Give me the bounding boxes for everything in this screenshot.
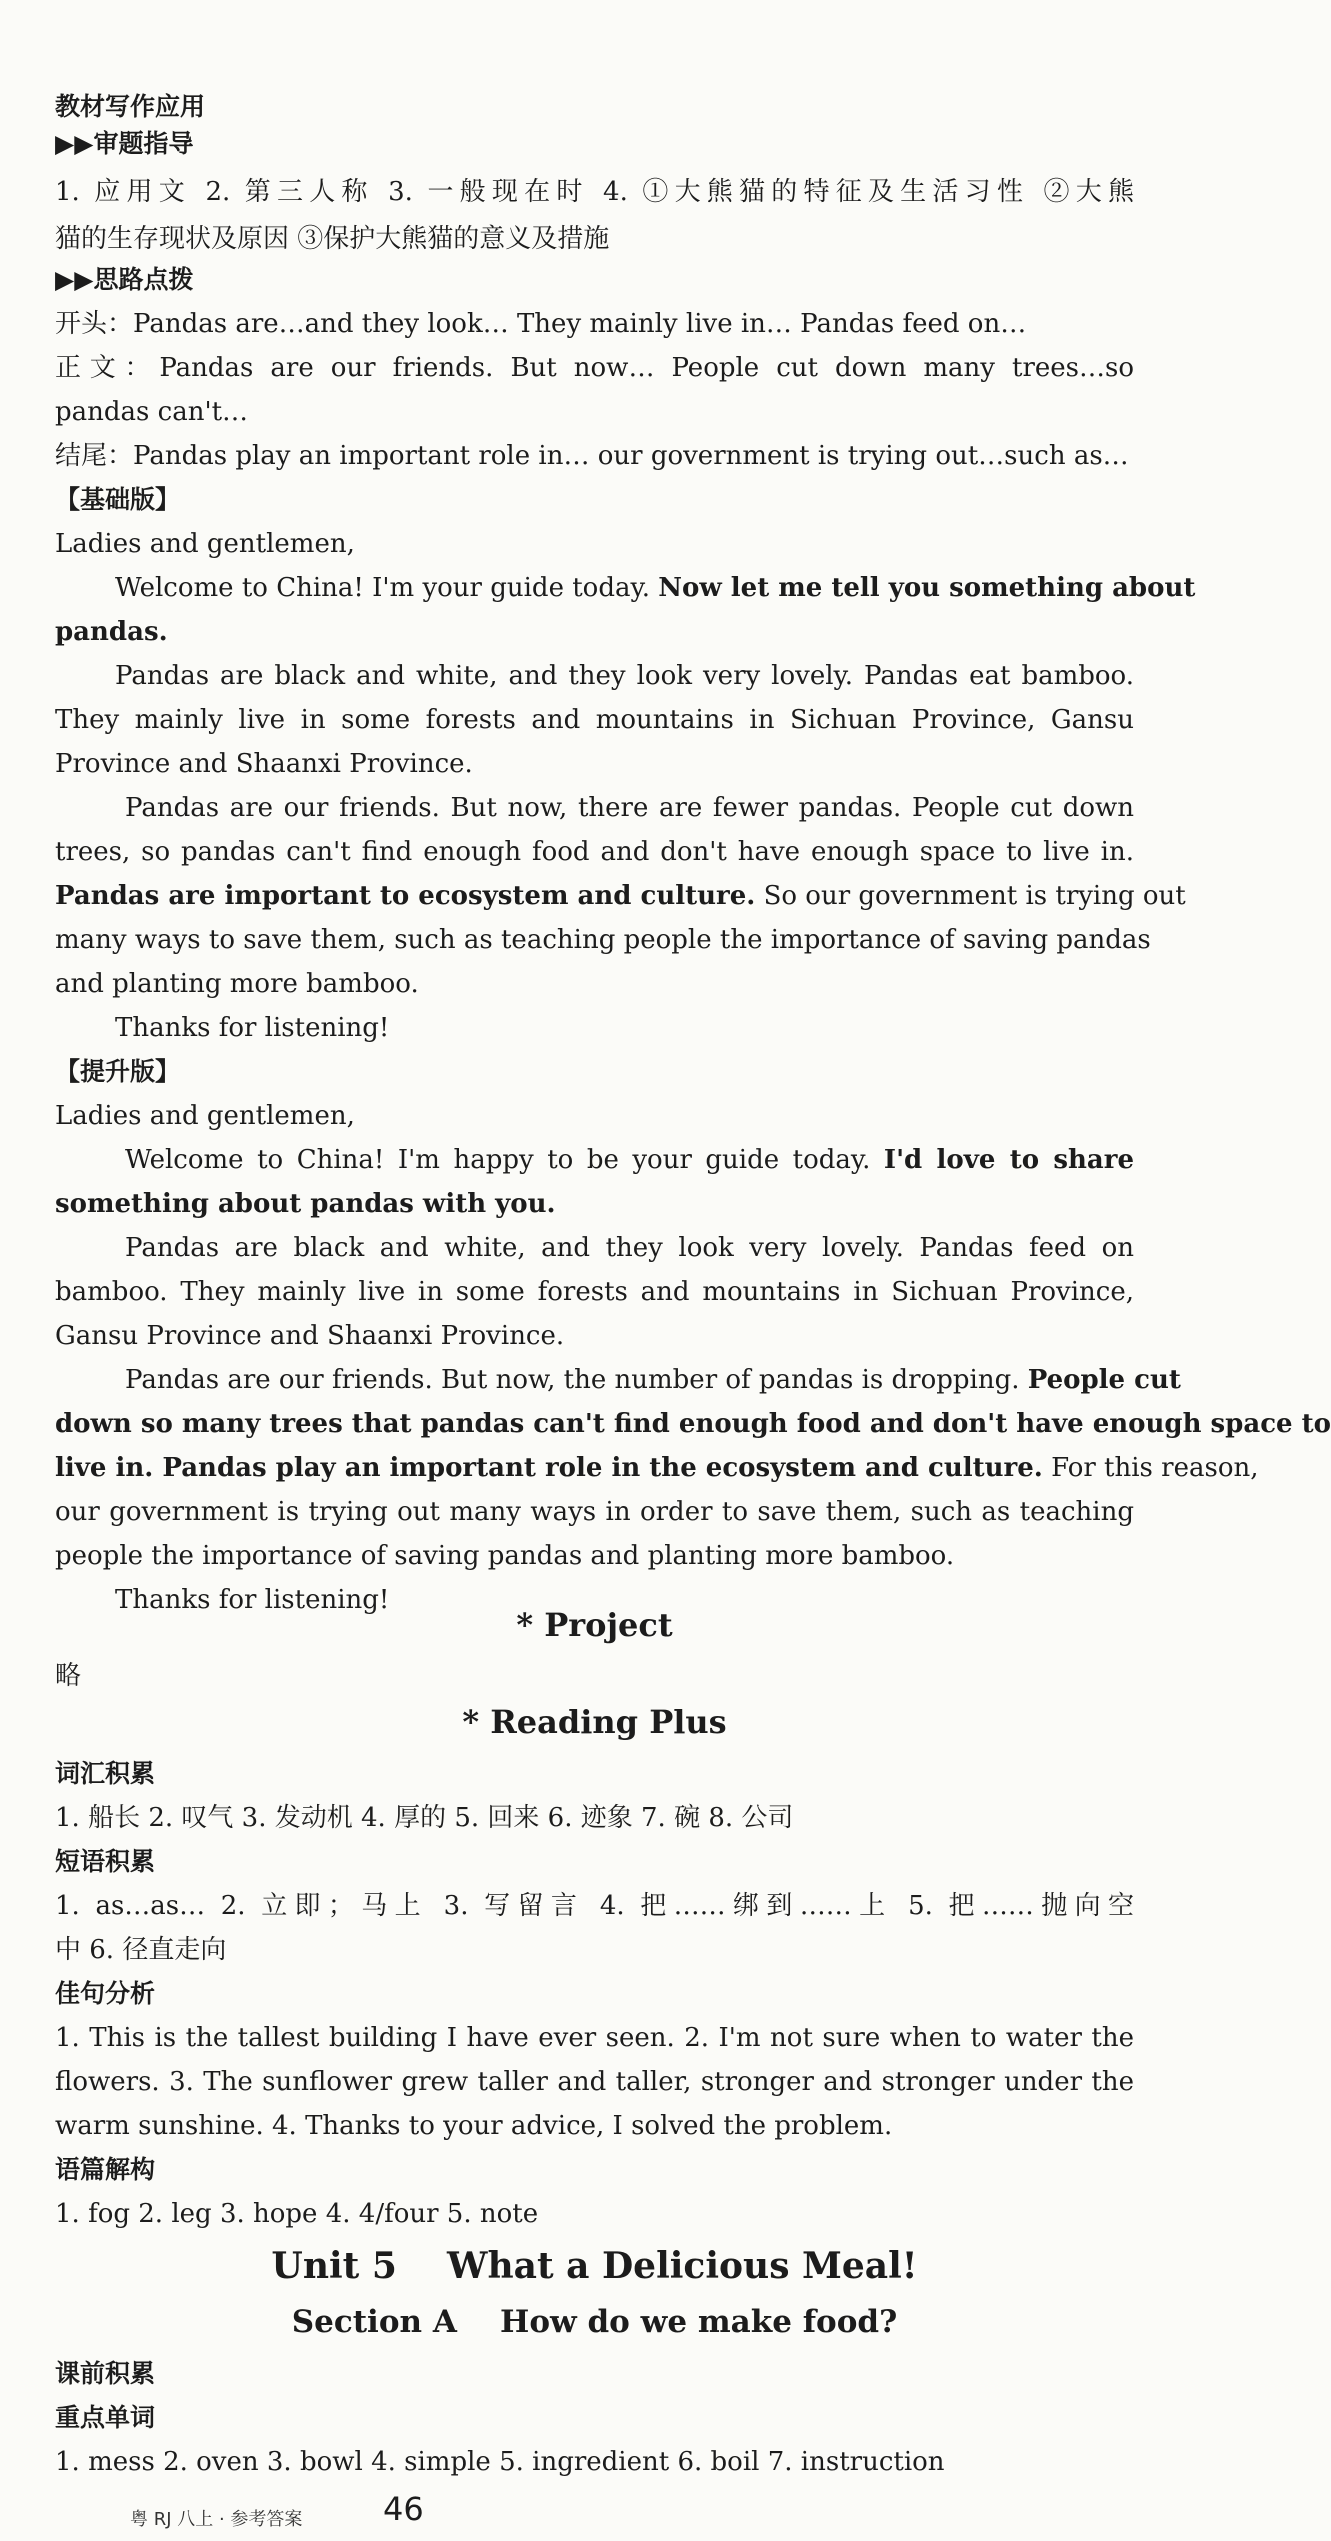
- ideas-line-2: 正文：Pandas are our friends. But now… People cut down many trees…so: [55, 353, 1134, 383]
- basic-p2-line2: They mainly live in some forests and mountains in Sichuan Province, Gansu: [55, 705, 1134, 735]
- advanced-p2-line2: bamboo. They mainly live in some forests and mountains in Sichuan Province,: [55, 1277, 1134, 1307]
- ideas-line-4: 结尾：Pandas play an important role in… our government is trying out…such as…: [55, 441, 1129, 471]
- section-title: Section A How do we make food?: [291, 2304, 898, 2340]
- phrase-heading: 短语积累: [55, 1847, 156, 1876]
- guide-line-2: 猫的生存现状及原因 ③保护大熊猫的意义及措施: [55, 224, 610, 254]
- key-words-heading: 重点单词: [55, 2403, 156, 2432]
- vocab-answers: 1. 船长 2. 叹气 3. 发动机 4. 厚的 5. 回来 6. 迹象 7. 碗 8. 公司: [55, 1803, 794, 1833]
- project-body: 略: [55, 1661, 82, 1691]
- ideas-heading: ▶▶思路点拨: [55, 265, 194, 294]
- advanced-p3-line1: [125, 1363, 1181, 1397]
- basic-p3-line1: Pandas are our friends. But now, there are fewer pandas. People cut down: [125, 793, 1134, 823]
- advanced-p2-line1: Pandas are black and white, and they look very lovely. Pandas feed on: [125, 1233, 1134, 1263]
- advanced-p1-line2: something about pandas with you.: [55, 1189, 556, 1219]
- advanced-p3-line2: down so many trees that pandas can't find enough food and don't have enough space to: [55, 1409, 1331, 1439]
- sentence-line-1: 1. This is the tallest building I have ever seen. 2. I'm not sure when to water the: [55, 2023, 1134, 2053]
- basic-p3-line4: many ways to save them, such as teaching people the importance of saving pandas: [55, 925, 1151, 955]
- advanced-p3-line5: people the importance of saving pandas and planting more bamboo.: [55, 1541, 955, 1571]
- basic-p1-bold: Now let me tell you something about: [658, 573, 1196, 603]
- basic-p3-line3: [55, 879, 1186, 913]
- pre-class-heading: 课前积累: [55, 2359, 156, 2388]
- basic-p3-text: So our government is trying out: [755, 881, 1186, 911]
- sentence-line-3: warm sunshine. 4. Thanks to your advice, I solved the problem.: [55, 2111, 893, 2141]
- basic-heading: 【基础版】: [55, 485, 181, 514]
- basic-greeting: Ladies and gentlemen,: [55, 529, 355, 559]
- project-title: * Project: [516, 1606, 673, 1644]
- basic-p2-line3: Province and Shaanxi Province.: [55, 749, 473, 779]
- guide-heading: ▶▶审题指导: [55, 129, 194, 158]
- advanced-greeting: Ladies and gentlemen,: [55, 1101, 355, 1131]
- advanced-heading: 【提升版】: [55, 1057, 181, 1086]
- phrase-line-1: 1. as…as… 2. 立即；马上 3. 写留言 4. 把……绑到……上 5. 把……抛向空: [55, 1891, 1134, 1921]
- advanced-p3-line4: our government is trying out many ways in order to save them, such as teaching: [55, 1497, 1134, 1527]
- basic-p2-line1: Pandas are black and white, and they look very lovely. Pandas eat bamboo.: [115, 661, 1134, 691]
- ideas-line-1: 开头：Pandas are…and they look… They mainly live in… Pandas feed on…: [55, 309, 1027, 339]
- footer-label: 粤 RJ 八上 · 参考答案: [130, 2509, 303, 2530]
- guide-line-1: 1. 应用文 2. 第三人称 3. 一般现在时 4. ①大熊猫的特征及生活习性 ②大熊: [55, 177, 1134, 207]
- sentence-line-2: flowers. 3. The sunflower grew taller and taller, stronger and stronger under the: [55, 2067, 1134, 2097]
- passage-answers: 1. fog 2. leg 3. hope 4. 4/four 5. note: [55, 2199, 539, 2229]
- section-title-writing: 教材写作应用: [55, 92, 206, 121]
- basic-closing: Thanks for listening!: [115, 1013, 390, 1043]
- advanced-p1-text: Welcome to China! I'm happy to be your guide today.: [125, 1145, 884, 1175]
- basic-p3-line2: trees, so pandas can't find enough food and don't have enough space to live in.: [55, 837, 1134, 867]
- advanced-p3-text-2: For this reason,: [1042, 1453, 1259, 1483]
- basic-p3-line5: and planting more bamboo.: [55, 969, 419, 999]
- advanced-p3-text: Pandas are our friends. But now, the number of pandas is dropping.: [125, 1365, 1028, 1395]
- basic-p3-bold: Pandas are important to ecosystem and culture.: [55, 881, 756, 911]
- advanced-p3-bold-2: live in. Pandas play an important role in the ecosystem and culture.: [55, 1453, 1043, 1483]
- basic-p1-text: Welcome to China! I'm your guide today.: [115, 573, 659, 603]
- advanced-p1-line1: [125, 1143, 1134, 1177]
- advanced-p3-line3: [55, 1451, 1259, 1485]
- unit-title: Unit 5 What a Delicious Meal!: [271, 2245, 918, 2287]
- sentence-heading: 佳句分析: [55, 1979, 156, 2008]
- advanced-p1-bold: I'd love to share: [883, 1145, 1134, 1175]
- passage-heading: 语篇解构: [55, 2155, 156, 2184]
- key-words-answers: 1. mess 2. oven 3. bowl 4. simple 5. ingredient 6. boil 7. instruction: [55, 2447, 945, 2477]
- advanced-p2-line3: Gansu Province and Shaanxi Province.: [55, 1321, 565, 1351]
- vocab-heading: 词汇积累: [55, 1759, 156, 1788]
- reading-plus-title: * Reading Plus: [462, 1703, 727, 1741]
- ideas-line-3: pandas can't…: [55, 397, 249, 427]
- basic-p1-line2: pandas.: [55, 617, 168, 647]
- phrase-line-2: 中 6. 径直走向: [55, 1935, 227, 1965]
- page-number: 46: [383, 2490, 424, 2528]
- advanced-closing: Thanks for listening!: [115, 1585, 390, 1615]
- basic-p1-line1: [115, 571, 1196, 605]
- advanced-p3-bold: People cut: [1027, 1365, 1181, 1395]
